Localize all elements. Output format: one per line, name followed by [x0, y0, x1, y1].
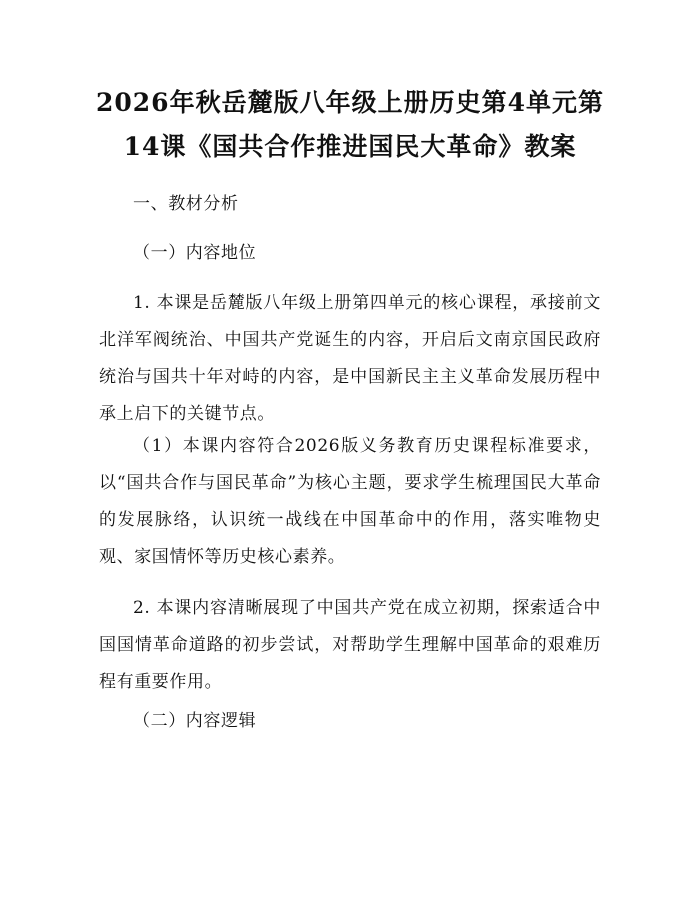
document-title-line-2: 14课《国共合作推进国民大革命》教案: [123, 132, 577, 161]
paragraph-3: 2. 本课内容清晰展现了中国共产党在成立初期，探索适合中国国情革命道路的初步尝试，对帮助学生理解中国革命的艰难历程有重要作用。: [99, 598, 601, 692]
document-title-line-1: 2026年秋岳麓版八年级上册历史第4单元第: [96, 88, 604, 117]
section-heading-textbook-analysis: 一、教材分析: [133, 194, 239, 214]
subsection-heading-content-logic: （二）内容逻辑: [133, 711, 257, 731]
subsection-heading-content-position: （一）内容地位: [133, 243, 257, 263]
paragraph-1: 1. 本课是岳麓版八年级上册第四单元的核心课程，承接前文北洋军阀统治、中国共产党诞生的内容，开启后文南京国民政府统治与国共十年对峙的内容，是中国新民主主义革命发展历程中承上启下的关键节点。: [99, 293, 601, 424]
paragraph-2: （1）本课内容符合2026版义务教育历史课程标准要求，以“国共合作与国民革命”为核心主题，要求学生梳理国民大革命的发展脉络，认识统一战线在中国革命中的作用，落实唯物史观、家国情怀等历史核心素养。: [99, 436, 601, 567]
